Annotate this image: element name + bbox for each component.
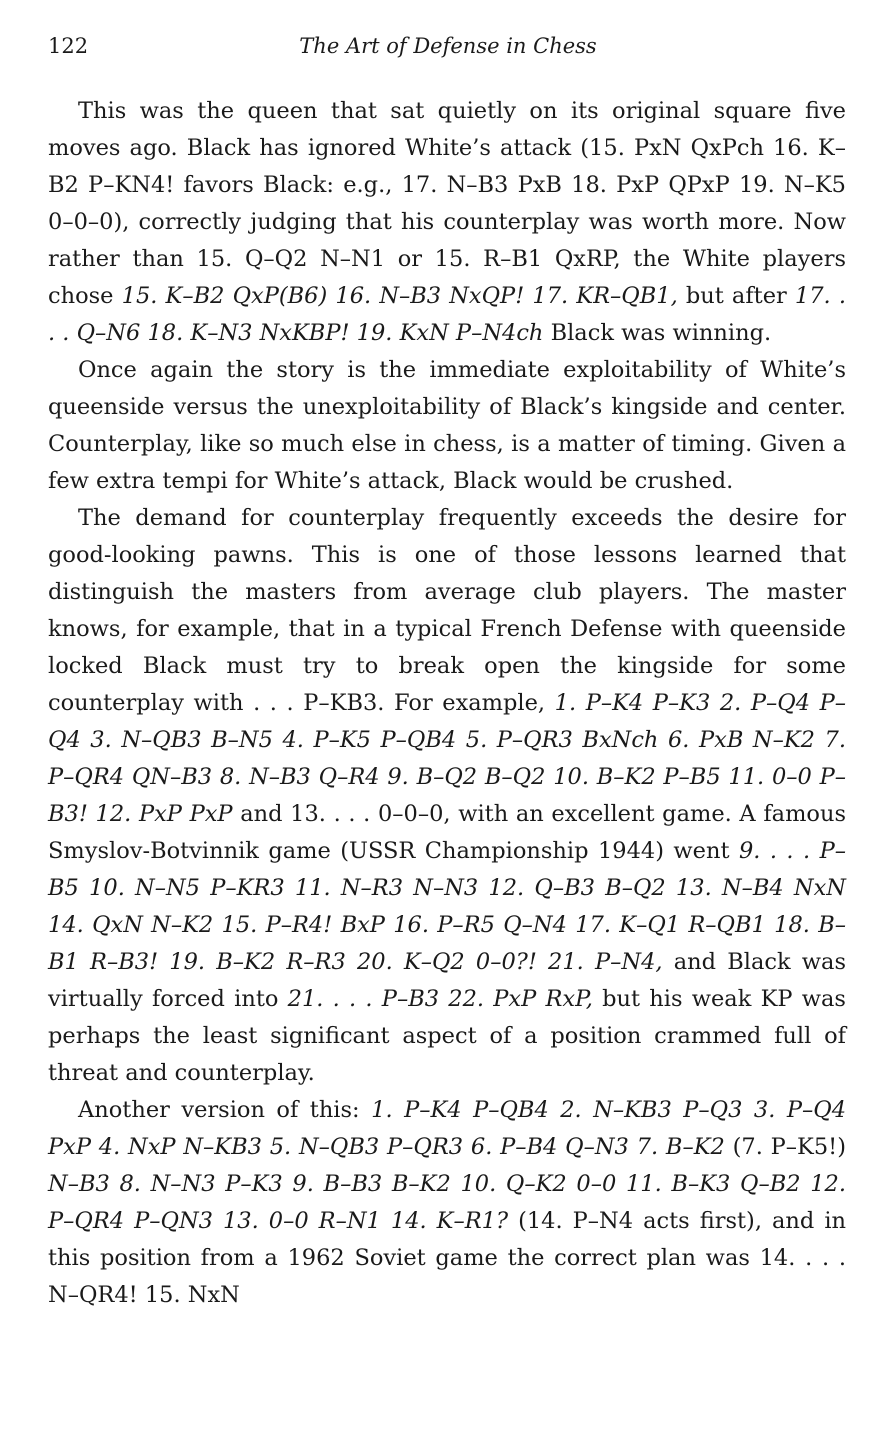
text-run: but after (677, 283, 795, 309)
game-notation: 15. K–B2 QxP(B6) 16. N–B3 NxQP! 17. KR–QB1, (121, 283, 678, 309)
paragraph (48, 93, 846, 352)
text-run: (14. P–N4 acts first), and in this position from a 1962 Soviet game the correct plan was 14. . . . N–QR4! 15. NxN (48, 1208, 847, 1308)
text-run: This was the queen that sat quietly on its original square five moves ago. Black has ignored White’s attack (15. PxN QxPch 16. K–B2 P–KN4! favors Black: e.g., 17. N–B3 PxB 18. PxP QPxP 19. N–K5 0–0–0), correctly judging that his counterplay was worth more. Now rather than 15. Q–Q2 N–N1 or 15. R–B1 QxRP, the White players chose (48, 98, 846, 309)
book-title: The Art of Defense in Chess (299, 34, 597, 58)
text-run: (7. P–K5!) (724, 1134, 846, 1160)
paragraph (48, 500, 846, 1092)
page-number: 122 (48, 34, 89, 58)
text-run: Another version of this: (78, 1097, 372, 1123)
paragraph (48, 1092, 846, 1314)
text-run: Black was winning. (543, 320, 772, 346)
text-run: and 13. . . . 0–0–0, with an excellent game. A famous Smyslov-Botvinnik game (USSR Championship 1944) went (48, 801, 846, 864)
game-notation: 9. . . . P–B5 10. N–N5 P–KR3 11. N–R3 N–N3 12. Q–B3 B–Q2 13. N–B4 NxN 14. QxN N–K2 15. P–R4! BxP 16. P–R5 Q–N4 17. K–Q1 R–QB1 18. B–B1 R–B3! 19. B–K2 R–R3 20. K–Q2 0–0?! 21. P–N4, (48, 838, 846, 975)
text-run: Once again the story is the immediate exploitability of White’s queenside versus the unexploitability of Black’s kingside and center. Counterplay, like so much else in chess, is a matter of timing. Given a few extra tempi for White’s attack, Black would be crushed. (48, 357, 846, 494)
game-notation: 17. . . . Q–N6 18. K–N3 NxKBP! 19. KxN P–N4ch (48, 283, 846, 346)
game-notation: 1. P–K4 P–QB4 2. N–KB3 P–Q3 3. P–Q4 PxP 4. NxP N–KB3 5. N–QB3 P–QR3 6. P–B4 Q–N3 7. B–K2 (48, 1097, 847, 1160)
text-run: but his weak KP was perhaps the least significant aspect of a position crammed full of threat and counterplay. (48, 986, 846, 1086)
game-notation: 21. . . . P–B3 22. PxP RxP, (287, 986, 593, 1012)
body-text (48, 93, 846, 1314)
game-notation: 1. P–K4 P–K3 2. P–Q4 P–Q4 3. N–QB3 B–N5 4. P–K5 P–QB4 5. P–QR3 BxNch 6. PxB N–K2 7. P–QR4 QN–B3 8. N–B3 Q–R4 9. B–Q2 B–Q2 10. B–K2 P–B5 11. 0–0 P–B3! 12. PxP PxP (48, 690, 846, 827)
paragraph (48, 352, 846, 500)
text-run: and Black was virtually forced into (48, 949, 846, 1012)
game-notation: N–B3 8. N–N3 P–K3 9. B–B3 B–K2 10. Q–K2 0–0 11. B–K3 Q–B2 12. P–QR4 P–QN3 13. 0–0 R–N1 14. K–R1? (48, 1171, 846, 1234)
running-head (48, 34, 848, 64)
text-run: The demand for counterplay frequently exceeds the desire for good-looking pawns. This is one of those lessons learned that distinguish the masters from average club players. The master knows, for example, that in a typical French Defense with queenside locked Black must try to break open the kingside for some counterplay with . . . P–KB3. For example, (48, 505, 846, 716)
